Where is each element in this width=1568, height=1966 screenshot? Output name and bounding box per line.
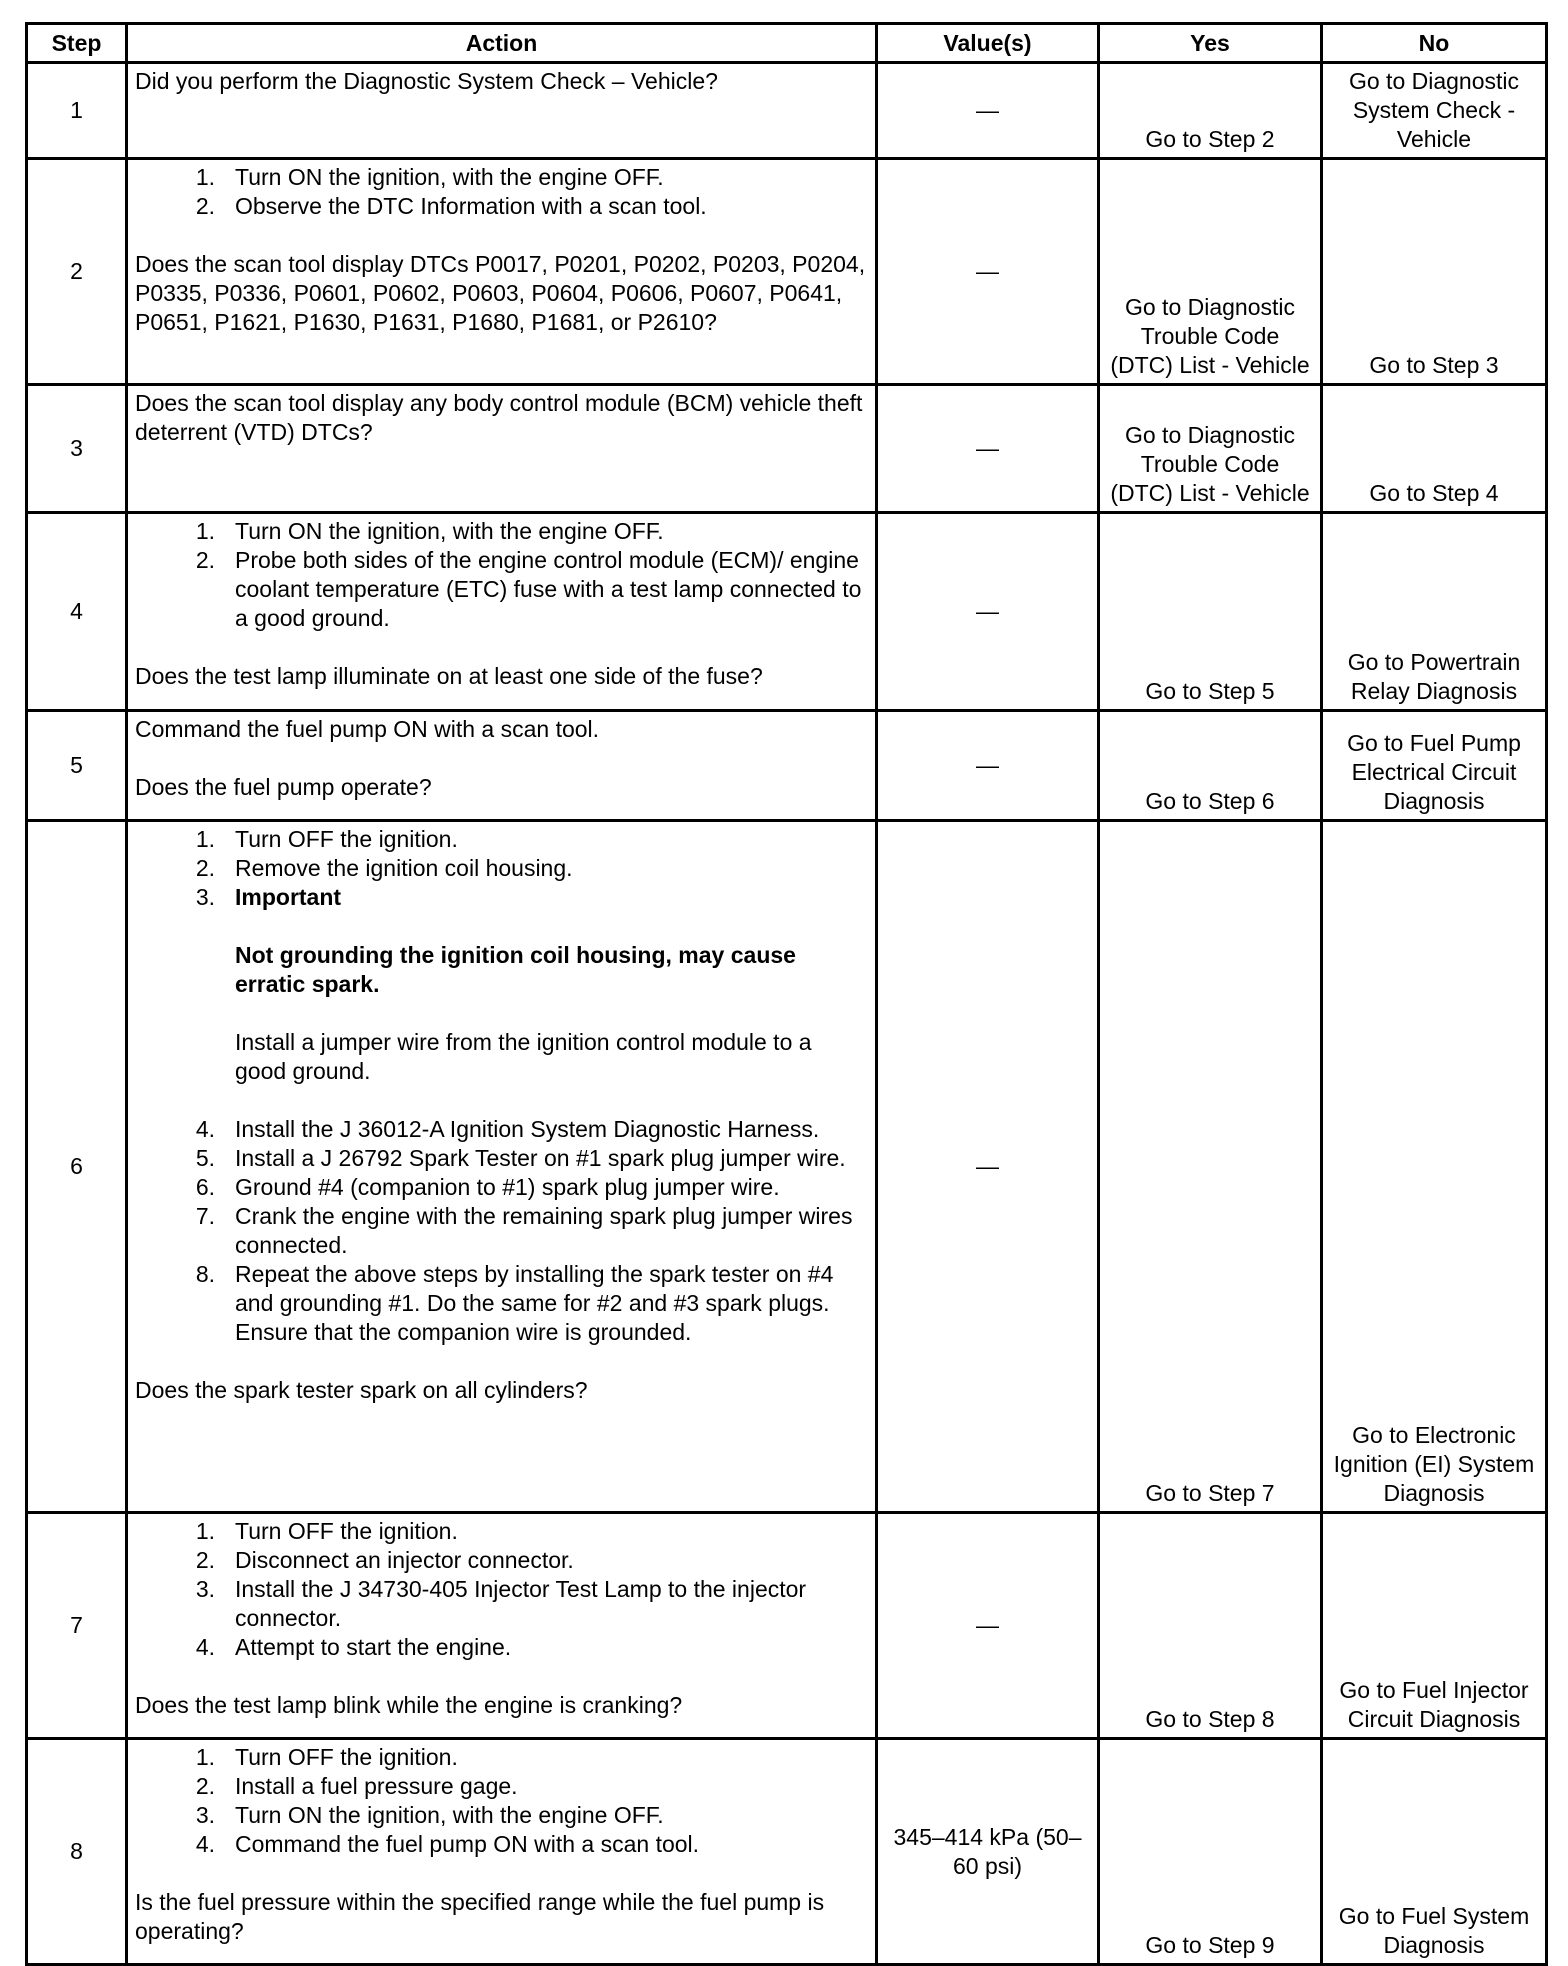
step-number: 5 <box>27 711 127 821</box>
table-row <box>27 1739 1547 1965</box>
action-cell <box>127 159 877 385</box>
action-question: Does the scan tool display DTCs P0017, P0201, P0202, P0203, P0204, P0335, P0336, P0601, P0602, P0603, P0604, P0606, P0607, P0641, P0651, P1621, P1630, P1631, P1680, P1681, or P2610? <box>135 251 866 335</box>
action-step: 7. Crank the engine with the remaining spark plug jumper wires connected. <box>195 1203 853 1258</box>
header-yes: Yes <box>1099 24 1322 63</box>
step-number: 8 <box>27 1739 127 1965</box>
action-cell <box>127 711 877 821</box>
important-text: Install a jumper wire from the ignition control module to a good ground. <box>235 1029 812 1084</box>
table-row <box>27 63 1547 159</box>
value-cell: 345–414 kPa (50–60 psi) <box>877 1739 1099 1965</box>
action-steps <box>135 163 868 221</box>
action-cell <box>127 385 877 513</box>
table-row <box>27 513 1547 711</box>
action-step: 4. Install the J 36012-A Ignition System Diagnostic Harness. <box>195 1116 820 1142</box>
header-values: Value(s) <box>877 24 1099 63</box>
yes-cell: Go to Step 5 <box>1099 513 1322 711</box>
yes-cell: Go to Step 8 <box>1099 1513 1322 1739</box>
table-row <box>27 1513 1547 1739</box>
action-step: 3. Install the J 34730-405 Injector Test Lamp to the injector connector. <box>195 1576 807 1631</box>
value-cell: — <box>877 821 1099 1513</box>
yes-cell: Go to Step 7 <box>1099 821 1322 1513</box>
action-cell <box>127 1513 877 1739</box>
action-question: Is the fuel pressure within the specified range while the fuel pump is operating? <box>135 1889 825 1944</box>
action-cell <box>127 1739 877 1965</box>
action-instruction: Command the fuel pump ON with a scan tool. <box>135 716 600 742</box>
table-row <box>27 159 1547 385</box>
step-number: 3 <box>27 385 127 513</box>
value-cell: — <box>877 1513 1099 1739</box>
header-action: Action <box>127 24 877 63</box>
action-cell <box>127 821 877 1513</box>
action-step: 1. Turn OFF the ignition. <box>195 826 458 852</box>
action-step: 1. Turn ON the ignition, with the engine OFF. <box>195 518 664 544</box>
table-row <box>27 385 1547 513</box>
step-number: 1 <box>27 63 127 159</box>
no-cell: Go to Step 3 <box>1322 159 1547 385</box>
value-cell: — <box>877 385 1099 513</box>
action-cell <box>127 63 877 159</box>
action-step: 2. Disconnect an injector connector. <box>195 1547 574 1573</box>
value-cell: — <box>877 159 1099 385</box>
action-question: Does the test lamp blink while the engine is cranking? <box>135 1692 683 1718</box>
important-note: Not grounding the ignition coil housing, may cause erratic spark. <box>235 942 796 997</box>
action-step: 1. Turn OFF the ignition. <box>195 1744 458 1770</box>
action-steps <box>135 1743 868 1859</box>
action-steps <box>135 517 868 633</box>
action-question: Did you perform the Diagnostic System Check – Vehicle? <box>135 68 718 94</box>
header-no: No <box>1322 24 1547 63</box>
action-step: 3. Important Not grounding the ignition coil housing, may cause erratic spark. Install a jumper wire from the ignition control module to a good ground. <box>135 883 868 1115</box>
no-cell: Go to Step 4 <box>1322 385 1547 513</box>
no-cell: Go to Powertrain Relay Diagnosis <box>1322 513 1547 711</box>
action-question: Does the spark tester spark on all cylinders? <box>135 1377 588 1403</box>
action-step: 3. Turn ON the ignition, with the engine OFF. <box>195 1802 664 1828</box>
step-number: 6 <box>27 821 127 1513</box>
action-question: Does the fuel pump operate? <box>135 774 432 800</box>
no-cell: Go to Fuel Injector Circuit Diagnosis <box>1322 1513 1547 1739</box>
no-cell: Go to Fuel System Diagnosis <box>1322 1739 1547 1965</box>
action-step: 2. Install a fuel pressure gage. <box>195 1773 518 1799</box>
step-number: 2 <box>27 159 127 385</box>
action-step: 6. Ground #4 (companion to #1) spark plug jumper wire. <box>195 1174 780 1200</box>
step-number: 4 <box>27 513 127 711</box>
table-row <box>27 821 1547 1513</box>
no-cell: Go to Fuel Pump Electrical Circuit Diagnosis <box>1322 711 1547 821</box>
yes-cell: Go to Diagnostic Trouble Code (DTC) List - Vehicle <box>1099 159 1322 385</box>
action-steps <box>135 1517 868 1662</box>
header-step: Step <box>27 24 127 63</box>
no-cell: Go to Electronic Ignition (EI) System Diagnosis <box>1322 821 1547 1513</box>
action-step: 2. Observe the DTC Information with a scan tool. <box>195 193 707 219</box>
yes-cell: Go to Step 2 <box>1099 63 1322 159</box>
action-cell <box>127 513 877 711</box>
action-step: 2. Remove the ignition coil housing. <box>195 855 573 881</box>
yes-cell: Go to Step 9 <box>1099 1739 1322 1965</box>
action-step: 2. Probe both sides of the engine control module (ECM)/ engine coolant temperature (ETC) fuse with a test lamp connected to a good ground. <box>195 547 862 631</box>
action-question: Does the test lamp illuminate on at least one side of the fuse? <box>135 663 763 689</box>
step-number: 7 <box>27 1513 127 1739</box>
no-cell: Go to Diagnostic System Check - Vehicle <box>1322 63 1547 159</box>
action-step: 4. Attempt to start the engine. <box>195 1634 512 1660</box>
value-cell: — <box>877 63 1099 159</box>
yes-cell: Go to Step 6 <box>1099 711 1322 821</box>
yes-cell: Go to Diagnostic Trouble Code (DTC) List - Vehicle <box>1099 385 1322 513</box>
action-step: 1. Turn ON the ignition, with the engine OFF. <box>195 164 664 190</box>
action-step: 4. Command the fuel pump ON with a scan tool. <box>195 1831 700 1857</box>
value-cell: — <box>877 711 1099 821</box>
important-label: Important <box>235 884 342 910</box>
action-step: 5. Install a J 26792 Spark Tester on #1 spark plug jumper wire. <box>195 1145 846 1171</box>
action-question: Does the scan tool display any body control module (BCM) vehicle theft deterrent (VTD) DTCs? <box>135 390 863 445</box>
table-row <box>27 711 1547 821</box>
action-step: 1. Turn OFF the ignition. <box>195 1518 458 1544</box>
action-step: 8. Repeat the above steps by installing the spark tester on #4 and grounding #1. Do the same for #2 and #3 spark plugs. Ensure that the companion wire is grounded. <box>195 1261 834 1345</box>
header-row <box>27 24 1547 63</box>
diagnostic-table <box>25 22 1548 1966</box>
action-steps <box>135 825 868 1347</box>
value-cell: — <box>877 513 1099 711</box>
